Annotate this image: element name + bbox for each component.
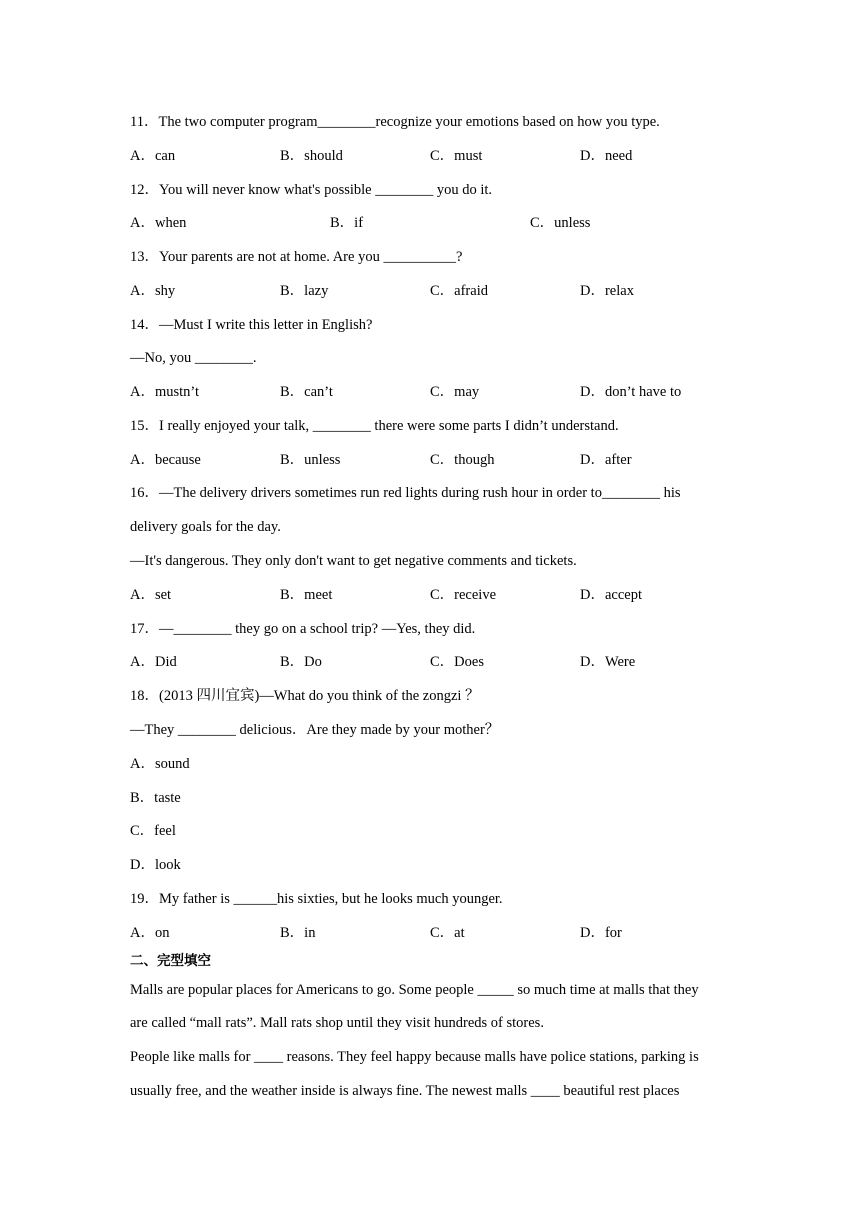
- question-16-stem-cont: delivery goals for the day.: [130, 519, 281, 535]
- option-a: A．mustn’t: [130, 384, 200, 400]
- option-d: D．relax: [580, 283, 634, 299]
- option-d: D．for: [580, 925, 622, 941]
- question-16-options: [130, 585, 730, 605]
- question-12-options: [130, 213, 730, 233]
- option-c: C．receive: [430, 587, 497, 603]
- option-a: A．because: [130, 452, 201, 468]
- question-16-reply: —It's dangerous. They only don't want to get negative comments and tickets.: [130, 553, 577, 569]
- option-b: B．should: [280, 148, 343, 164]
- question-11-stem: 11．The two computer program________recognize your emotions based on how you type.: [130, 114, 660, 130]
- option-b: B．can’t: [280, 384, 333, 400]
- question-14-options: [130, 382, 730, 402]
- question-12-stem: 12．You will never know what's possible ________ you do it.: [130, 182, 493, 198]
- option-d: D．need: [580, 148, 633, 164]
- option-c: C．feel: [130, 823, 176, 839]
- question-14-stem: 14．—Must I write this letter in English?: [130, 317, 373, 333]
- question-19-options: [130, 923, 730, 943]
- question-17-options: [130, 652, 730, 672]
- option-c: C．though: [430, 452, 495, 468]
- option-a: A．set: [130, 587, 172, 603]
- option-d: D．after: [580, 452, 632, 468]
- question-17-stem: 17．—________ they go on a school trip? —Yes, they did.: [130, 621, 476, 637]
- option-d: D．Were: [580, 654, 636, 670]
- passage-line-3: People like malls for ____ reasons. They feel happy because malls have police stations, parking is: [130, 1049, 699, 1065]
- section-heading: 二、完型填空: [130, 953, 211, 969]
- option-b: B．in: [280, 925, 316, 941]
- option-a: A．can: [130, 148, 176, 164]
- option-c: C．must: [430, 148, 483, 164]
- option-c: C．may: [430, 384, 480, 400]
- option-d: D．don’t have to: [580, 384, 682, 400]
- option-d: D．look: [130, 857, 181, 873]
- option-a: A．on: [130, 925, 170, 941]
- question-14-reply: —No, you ________.: [130, 350, 257, 366]
- passage-line-1: Malls are popular places for Americans to go. Some people _____ so much time at malls that they: [130, 982, 699, 998]
- question-18-stem: 18．(2013 四川宜宾)—What do you think of the zongzi ？: [130, 688, 480, 704]
- question-19-stem: 19．My father is ______his sixties, but he looks much younger.: [130, 891, 503, 907]
- option-b: B．lazy: [280, 283, 329, 299]
- option-b: B．taste: [130, 790, 181, 806]
- option-b: B．if: [330, 215, 364, 231]
- option-a: A．Did: [130, 654, 177, 670]
- passage-line-4: usually free, and the weather inside is always fine. The newest malls ____ beautiful rest places: [130, 1083, 680, 1099]
- option-c: C．unless: [530, 215, 591, 231]
- option-a: A．when: [130, 215, 187, 231]
- option-c: C．at: [430, 925, 465, 941]
- question-13-stem: 13．Your parents are not at home. Are you __________?: [130, 249, 463, 265]
- question-15-stem: 15．I really enjoyed your talk, ________ there were some parts I didn’t understand.: [130, 418, 619, 434]
- question-11-options: [130, 146, 730, 166]
- passage-line-2: are called “mall rats”. Mall rats shop until they visit hundreds of stores.: [130, 1015, 544, 1031]
- option-b: B．Do: [280, 654, 322, 670]
- option-c: C．afraid: [430, 283, 488, 299]
- question-13-options: [130, 281, 730, 301]
- question-18-reply: —They ________ delicious．Are they made by your mother？: [130, 722, 500, 738]
- option-c: C．Does: [430, 654, 484, 670]
- question-16-stem: 16．—The delivery drivers sometimes run red lights during rush hour in order to________ his: [130, 485, 681, 501]
- option-a: A．sound: [130, 756, 190, 772]
- option-b: B．unless: [280, 452, 341, 468]
- option-d: D．accept: [580, 587, 642, 603]
- option-b: B．meet: [280, 587, 333, 603]
- option-a: A．shy: [130, 283, 176, 299]
- question-15-options: [130, 450, 730, 470]
